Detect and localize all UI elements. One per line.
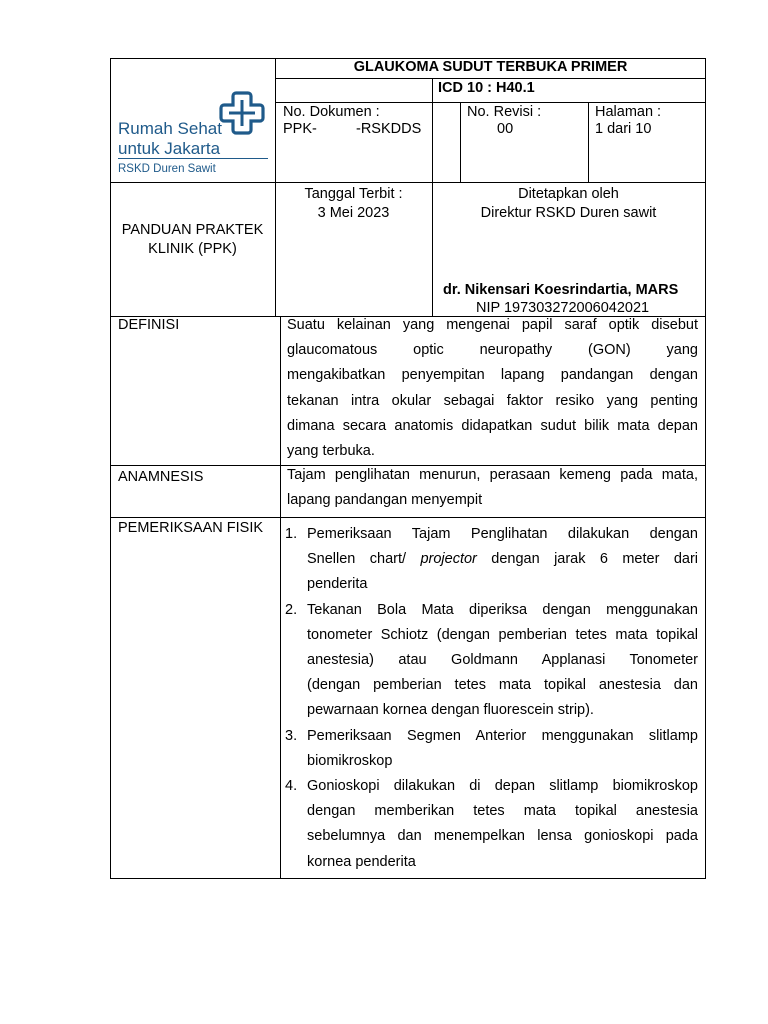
- table-line: [588, 102, 589, 183]
- definisi-line: dimana secara anatomis didapatkan sudut bilik mata depan: [287, 417, 698, 434]
- document-title: GLAUKOMA SUDUT TERBUKA PRIMER: [353, 59, 628, 75]
- list-item: [285, 522, 698, 598]
- anamnesis-line: lapang pandangan menyempit: [287, 492, 483, 509]
- cross-logo-icon: [218, 90, 266, 136]
- logo-line-1: Rumah Sehat: [118, 119, 222, 138]
- definisi-line: glaucomatous optic neuropathy (GON) yang: [287, 342, 698, 359]
- no-dokumen-suffix: -RSKDDS: [356, 121, 422, 137]
- ppk-line-1: PANDUAN PRAKTEK: [121, 222, 264, 238]
- definisi-line: tekanan intra okular sebagai faktor resiko yang penting: [287, 392, 698, 409]
- list-item: [285, 598, 698, 724]
- table-line: [280, 316, 281, 879]
- list-line: (dengan pemberian tetes mata topikal anestesia dan: [307, 677, 698, 694]
- definisi-text: [287, 313, 698, 464]
- ditetapkan-line-2: Direktur RSKD Duren sawit: [480, 205, 657, 221]
- list-line: dengan memberikan tetes mata topikal anestesia: [307, 803, 698, 820]
- definisi-line: yang terbuka.: [287, 443, 375, 460]
- pemeriksaan-fisik-label: PEMERIKSAAN FISIK: [118, 520, 264, 536]
- icd-code: ICD 10 : H40.1: [438, 80, 535, 96]
- list-number: 4.: [285, 778, 298, 795]
- anamnesis-text: [287, 463, 698, 513]
- ditetapkan-line-1: Ditetapkan oleh: [518, 186, 619, 202]
- tanggal-terbit-label: Tanggal Terbit :: [304, 186, 403, 202]
- table-border-left: [110, 58, 111, 879]
- anamnesis-line: Tajam penglihatan menurun, perasaan kemeng pada mata,: [287, 467, 698, 483]
- table-border-right: [705, 58, 706, 879]
- pemeriksaan-fisik-list: [285, 522, 698, 875]
- list-line: Snellen chart/ projector dengan jarak 6 meter dari: [307, 551, 699, 568]
- signer-name: dr. Nikensari Koesrindartia, MARS: [443, 282, 679, 298]
- list-number: 2.: [285, 601, 298, 618]
- list-line: biomikroskop: [307, 752, 393, 769]
- list-item: [285, 724, 698, 774]
- table-line: [110, 517, 706, 518]
- list-line: sebelumnya dan menempelkan lensa gonioskopi pada: [307, 828, 698, 845]
- list-item: [285, 774, 698, 875]
- ppk-line-2: KLINIK (PPK): [148, 241, 237, 257]
- list-line: Pemeriksaan Tajam Penglihatan dilakukan dengan: [307, 526, 698, 542]
- table-border-bottom: [110, 878, 706, 879]
- halaman-value: 1 dari 10: [595, 121, 652, 137]
- list-line: kornea penderita: [307, 853, 416, 870]
- no-dokumen-prefix: PPK-: [283, 121, 317, 137]
- table-line: [275, 102, 706, 103]
- logo-line-2: untuk Jakarta: [118, 139, 221, 158]
- list-line: Gonioskopi dilakukan di depan slitlamp biomikroskop: [307, 778, 698, 795]
- list-line: Tekanan Bola Mata diperiksa dengan menggunakan: [307, 601, 698, 618]
- list-number: 1.: [285, 526, 298, 542]
- table-line: [460, 102, 461, 183]
- list-line: pewarnaan kornea dengan fluorescein strip).: [307, 702, 594, 719]
- list-line: penderita: [307, 576, 368, 593]
- table-line: [275, 78, 706, 79]
- logo-line-3: RSKD Duren Sawit: [118, 163, 216, 175]
- tanggal-terbit-value: 3 Mei 2023: [317, 205, 390, 221]
- no-revisi-label: No. Revisi :: [467, 104, 542, 120]
- definisi-line: mengakibatkan penyempitan lapang pandangan dengan: [287, 367, 698, 384]
- halaman-label: Halaman :: [595, 104, 662, 120]
- signer-nip: NIP 197303272006042021: [476, 300, 650, 316]
- definisi-label: DEFINISI: [118, 317, 180, 333]
- list-line: anestesia) atau Goldmann Applanasi Tonometer: [307, 652, 698, 669]
- logo-divider: [118, 158, 268, 159]
- definisi-line: Suatu kelainan yang mengenai papil saraf optik disebut: [287, 317, 698, 333]
- list-line: tonometer Schiotz (dengan pemberian tetes mata topikal: [307, 626, 698, 643]
- no-revisi-value: 00: [497, 121, 514, 137]
- list-line: Pemeriksaan Segmen Anterior menggunakan slitlamp: [307, 727, 698, 744]
- list-number: 3.: [285, 727, 298, 744]
- no-dokumen-label: No. Dokumen :: [283, 104, 380, 120]
- anamnesis-label: ANAMNESIS: [118, 469, 204, 485]
- table-line: [110, 182, 706, 183]
